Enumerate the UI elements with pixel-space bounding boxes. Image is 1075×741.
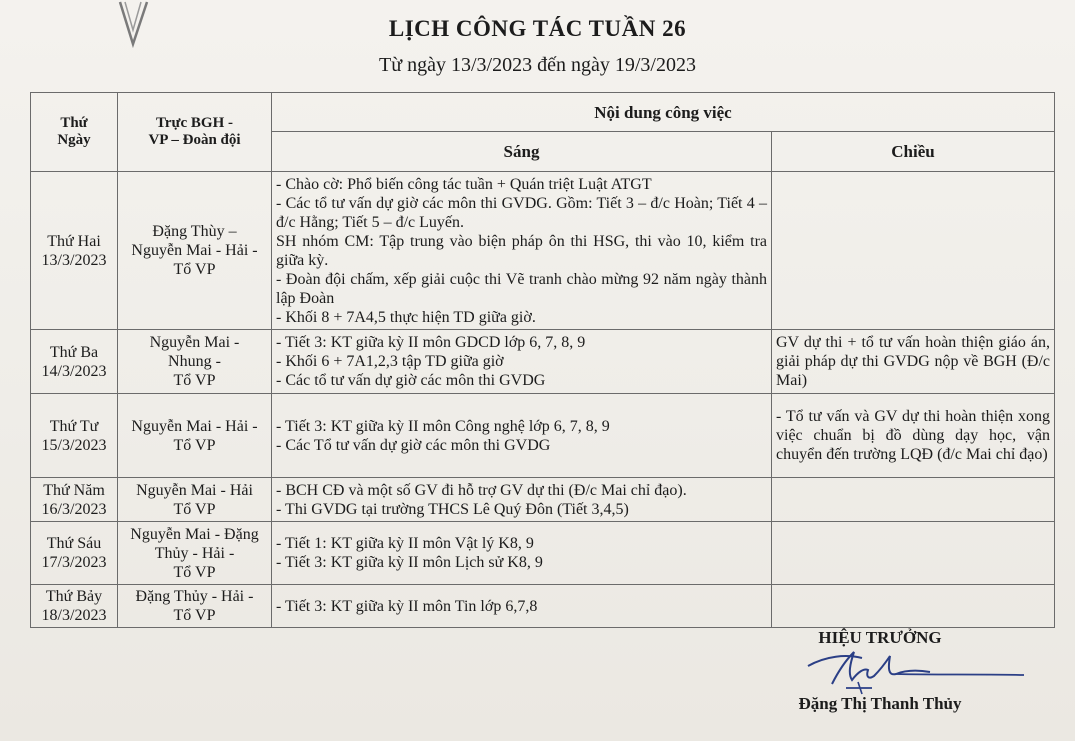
- morning-task: - Các tổ tư vấn dự giờ các môn thi GVDG. Gồm: Tiết 3 – đ/c Hoàn; Tiết 4 – đ/c Hằng; Tiết 5 – đ/c Luyến.: [276, 194, 767, 231]
- morning-task: SH nhóm CM: Tập trung vào biện pháp ôn thi HSG, thi vào 10, kiểm tra giữa kỳ.: [276, 232, 767, 269]
- duty-line: Tổ VP: [173, 372, 216, 389]
- afternoon-cell: [772, 585, 1055, 628]
- morning-task: - Tiết 3: KT giữa kỳ II môn GDCD lớp 6, 7, 8, 9: [276, 334, 586, 351]
- header-day-label: Thứ: [60, 115, 88, 131]
- afternoon-cell: [772, 478, 1055, 522]
- duty-line: Đặng Thùy –: [152, 223, 237, 240]
- date: 13/3/2023: [41, 251, 107, 269]
- weekday: Thứ Tư: [49, 417, 99, 435]
- duty-cell: [118, 585, 272, 628]
- date: 16/3/2023: [41, 500, 107, 518]
- day-cell: [31, 330, 118, 394]
- morning-cell: [272, 585, 772, 628]
- duty-cell: [118, 330, 272, 394]
- duty-cell: [118, 478, 272, 522]
- duty-line: Nguyễn Mai -: [149, 334, 240, 351]
- date: 18/3/2023: [41, 607, 107, 624]
- morning-task: - Đoàn đội chấm, xếp giải cuộc thi Vẽ tranh chào mừng 92 năm ngày thành lập Đoàn: [276, 270, 767, 307]
- header-duty-line-1: Trực BGH -: [155, 115, 234, 131]
- header-content: Nội dung công việc: [272, 93, 1055, 132]
- duty-line: Đặng Thủy - Hải -: [135, 588, 254, 605]
- morning-task: - Khối 8 + 7A4,5 thực hiện TD giữa giờ.: [276, 308, 536, 326]
- weekday: Thứ Ba: [49, 343, 99, 361]
- document-date-range: Từ ngày 13/3/2023 đến ngày 19/3/2023: [379, 54, 696, 76]
- duty-line: Nguyễn Mai - Hải -: [131, 417, 258, 435]
- afternoon-cell: [772, 394, 1055, 478]
- morning-task: - Tiết 3: KT giữa kỳ II môn Tin lớp 6,7,8: [276, 597, 538, 615]
- day-cell: [31, 522, 118, 585]
- header-morning: Sáng: [272, 132, 772, 172]
- date: 14/3/2023: [41, 362, 107, 380]
- weekday: Thứ Sáu: [46, 535, 102, 552]
- afternoon-task: GV dự thi + tổ tư vấn hoàn thiện giáo án, giải pháp dự thi GVDG nộp về BGH (Đ/c Mai): [776, 334, 1050, 389]
- afternoon-task: - Tổ tư vấn và GV dự thi hoàn thiện xong việc chuẩn bị đồ dùng dạy học, vận chuyển đến trường LQĐ (đ/c Mai chỉ đạo): [776, 408, 1050, 463]
- signer-name: Đặng Thị Thanh Thủy: [798, 694, 962, 713]
- duty-line: Tổ VP: [173, 607, 216, 624]
- duty-line: Nguyễn Mai - Đặng: [130, 525, 259, 543]
- duty-line: Nguyễn Mai - Hải -: [131, 242, 258, 259]
- afternoon-cell: [772, 522, 1055, 585]
- principal-title: HIỆU TRƯỞNG: [818, 628, 942, 647]
- morning-cell: [272, 478, 772, 522]
- table-row: [31, 172, 1055, 330]
- morning-task: - Thi GVDG tại trường THCS Lê Quý Đôn (Tiết 3,4,5): [276, 500, 629, 518]
- morning-cell: [272, 394, 772, 478]
- duty-cell: [118, 172, 272, 330]
- morning-task: - Chào cờ: Phổ biến công tác tuần + Quán triệt Luật ATGT: [276, 175, 652, 193]
- morning-cell: [272, 330, 772, 394]
- afternoon-cell: [772, 172, 1055, 330]
- morning-task: - Tiết 3: KT giữa kỳ II môn Lịch sử K8, 9: [276, 554, 543, 571]
- morning-task: - Tiết 1: KT giữa kỳ II môn Vật lý K8, 9: [276, 535, 534, 552]
- morning-task: - Các Tổ tư vấn dự giờ các môn thi GVDG: [276, 436, 551, 454]
- morning-cell: [272, 522, 772, 585]
- weekday: Thứ Năm: [43, 481, 105, 499]
- morning-cell: [272, 172, 772, 330]
- duty-line: Nguyễn Mai - Hải: [136, 481, 253, 499]
- date: 17/3/2023: [41, 554, 107, 571]
- work-schedule-table: [30, 92, 1055, 628]
- duty-line: Tổ VP: [173, 436, 216, 454]
- day-cell: [31, 394, 118, 478]
- table-row: [31, 522, 1055, 585]
- duty-cell: [118, 522, 272, 585]
- morning-task: - Khối 6 + 7A1,2,3 tập TD giữa giờ: [276, 353, 504, 370]
- header-duty-cell: [118, 93, 272, 172]
- morning-task: - Tiết 3: KT giữa kỳ II môn Công nghệ lớp 6, 7, 8, 9: [276, 417, 610, 435]
- header-day-cell: [31, 93, 118, 172]
- table-row: [31, 330, 1055, 394]
- table-row: [31, 585, 1055, 628]
- duty-line: Tổ VP: [173, 500, 216, 518]
- day-cell: [31, 172, 118, 330]
- document-title: LỊCH CÔNG TÁC TUẦN 26: [388, 16, 687, 41]
- duty-cell: [118, 394, 272, 478]
- header-duty-line-2: VP – Đoàn đội: [148, 132, 241, 148]
- handwritten-signature: [806, 644, 1026, 696]
- header-afternoon: Chiều: [772, 132, 1055, 172]
- morning-task: - BCH CĐ và một số GV đi hỗ trợ GV dự thi (Đ/c Mai chỉ đạo).: [276, 481, 687, 499]
- duty-line: Nhung -: [168, 353, 221, 370]
- morning-task: - Các tổ tư vấn dự giờ các môn thi GVDG: [276, 372, 546, 389]
- weekday: Thứ Hai: [47, 232, 101, 250]
- day-cell: [31, 478, 118, 522]
- header-date-label: Ngày: [57, 132, 91, 148]
- table-row: [31, 478, 1055, 522]
- day-cell: [31, 585, 118, 628]
- afternoon-cell: [772, 330, 1055, 394]
- date: 15/3/2023: [41, 436, 107, 454]
- duty-line: Thủy - Hải -: [154, 544, 235, 562]
- duty-line: Tổ VP: [173, 261, 216, 278]
- weekday: Thứ Bảy: [45, 588, 103, 605]
- duty-line: Tổ VP: [173, 563, 216, 581]
- table-row: [31, 394, 1055, 478]
